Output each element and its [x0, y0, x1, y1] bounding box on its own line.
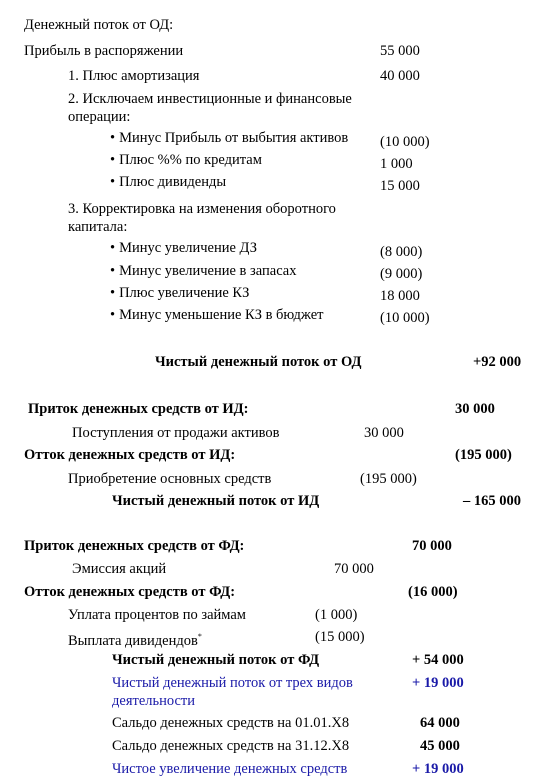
- fd-inflow-item-label: Эмиссия акций: [72, 561, 167, 577]
- od-item2-label: 2. Исключаем инвестиционные и финансовые операции:: [68, 91, 352, 125]
- od-item2-bullet-2: [110, 151, 262, 169]
- fd-inflow-item-value: 70 000: [334, 561, 374, 577]
- fd-inflow-value: 70 000: [412, 538, 452, 554]
- fd-net-value: + 54 000: [412, 652, 464, 668]
- fd-outflow-item2-value: (15 000): [315, 629, 365, 645]
- od-net-value: +92 000: [473, 354, 522, 370]
- id-inflow-value: 30 000: [455, 401, 495, 417]
- id-outflow-item-label: Приобретение основных средств: [68, 471, 272, 487]
- summary-increase-label: Чистое увеличение денежных средств: [112, 761, 348, 777]
- bullet-label: Минус Прибыль от выбытия активов: [119, 130, 349, 146]
- fd-net-label: Чистый денежный поток от ФД: [112, 652, 320, 668]
- bullet-label: Минус увеличение в запасах: [119, 263, 297, 279]
- fd-outflow-label: Отток денежных средств от ФД:: [24, 584, 236, 600]
- bullet-label: Плюс %% по кредитам: [119, 152, 262, 168]
- od-item3-label: 3. Корректировка на изменения оборотного капитала:: [68, 201, 336, 235]
- id-outflow-label: Отток денежных средств от ИД:: [24, 447, 236, 463]
- fd-outflow-item2-label: [68, 628, 202, 650]
- summary-closing-label: Сальдо денежных средств на 31.12.Х8: [112, 738, 350, 754]
- summary-total-label: Чистый денежный поток от трех видов деятельности: [112, 675, 353, 709]
- od-item3-bullet-4-value: (10 000): [380, 310, 430, 326]
- od-item2-bullet-1-value: (10 000): [380, 134, 430, 150]
- od-profit-value: 55 000: [380, 43, 420, 59]
- id-outflow-value: (195 000): [455, 447, 512, 463]
- id-inflow-label: Приток денежных средств от ИД:: [28, 401, 249, 417]
- summary-opening-value: 64 000: [420, 715, 460, 731]
- od-item2-bullet-3: [110, 173, 226, 191]
- od-item3-bullet-1-value: (8 000): [380, 244, 423, 260]
- od-item3-bullet-3-value: 18 000: [380, 288, 420, 304]
- bullet-label: Плюс дивиденды: [119, 174, 227, 190]
- od-profit-label: Прибыль в распоряжении: [24, 43, 184, 59]
- od-net-label: Чистый денежный поток от ОД: [155, 354, 362, 370]
- summary-increase-value: + 19 000: [412, 761, 464, 777]
- bullet-label: Минус уменьшение КЗ в бюджет: [119, 307, 324, 323]
- od-item3-bullet-3: [110, 284, 249, 302]
- od-item2-bullet-1: [110, 129, 348, 147]
- id-inflow-item-value: 30 000: [364, 425, 404, 441]
- od-item2-bullet-2-value: 1 000: [380, 156, 413, 172]
- id-inflow-item-label: Поступления от продажи активов: [72, 425, 280, 441]
- od-item1-value: 40 000: [380, 68, 420, 84]
- footnote-mark: *: [197, 632, 202, 641]
- od-heading: Денежный поток от ОД:: [24, 17, 174, 33]
- bullet-label: Плюс увеличение КЗ: [119, 285, 250, 301]
- od-item3-bullet-2: [110, 262, 297, 280]
- id-outflow-item-value: (195 000): [360, 471, 417, 487]
- od-item1-label: 1. Плюс амортизация: [68, 68, 200, 84]
- fd-inflow-label: Приток денежных средств от ФД:: [24, 538, 245, 554]
- summary-total-value: + 19 000: [412, 675, 464, 691]
- id-net-label: Чистый денежный поток от ИД: [112, 493, 320, 509]
- od-item3-bullet-2-value: (9 000): [380, 266, 423, 282]
- summary-closing-value: 45 000: [420, 738, 460, 754]
- summary-opening-label: Сальдо денежных средств на 01.01.Х8: [112, 715, 350, 731]
- fd-outflow-item1-value: (1 000): [315, 607, 358, 623]
- od-item3-bullet-1: [110, 239, 257, 257]
- od-item2-bullet-3-value: 15 000: [380, 178, 420, 194]
- id-net-value: – 165 000: [463, 493, 521, 509]
- fd-outflow-value: (16 000): [408, 584, 458, 600]
- bullet-label: Минус увеличение ДЗ: [119, 240, 258, 256]
- fd-outflow-item1-label: Уплата процентов по займам: [68, 607, 246, 623]
- dividends-label-text: Выплата дивидендов: [68, 633, 198, 649]
- od-item3-bullet-4: [110, 306, 324, 324]
